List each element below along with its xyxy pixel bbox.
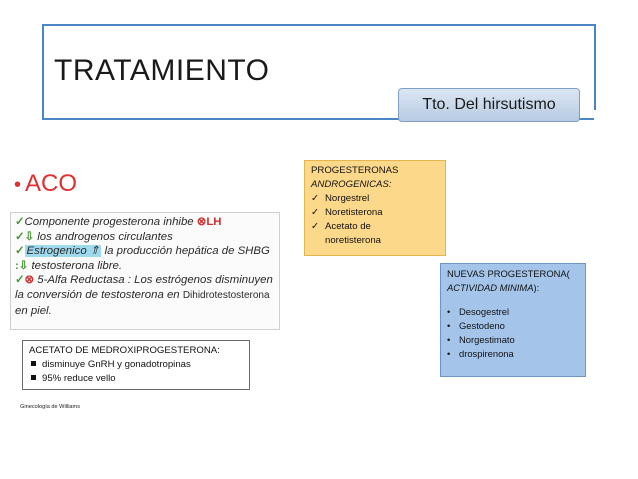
bullet-icon: • xyxy=(447,320,451,331)
acetato-box xyxy=(22,340,250,390)
androgenicas-heading: ANDROGENICAS: xyxy=(311,179,392,190)
progesterona-item: ✓ Norgestrel xyxy=(311,193,370,204)
mechanism-line-7: en piel. xyxy=(15,304,52,317)
subtitle-badge: Tto. Del hirsutismo xyxy=(398,88,580,122)
checkmark-icon: ✓ xyxy=(15,274,25,287)
mechanism-line-2: ✓⇩ los androgenos circulantes xyxy=(15,230,173,243)
mechanism-line-5: ✓⊗ 5-Alfa Reductasa : Los estrógenos disminuyen xyxy=(15,274,273,287)
source-citation: Ginecología de Williams xyxy=(20,404,81,410)
aco-label: ACO xyxy=(25,170,78,197)
acetato-item: disminuye GnRH y gonadotropinas xyxy=(29,358,243,372)
bullet-icon: • xyxy=(447,348,451,359)
bullet-icon: • xyxy=(447,306,451,317)
progesterona-item: ✓ Noretisterona xyxy=(311,207,383,218)
mechanism-line-4: :⇩ testosterona libre. xyxy=(15,259,123,272)
spacer xyxy=(447,295,579,305)
down-arrow-icon: :⇩ xyxy=(15,259,29,272)
aco-bullet-item xyxy=(14,170,77,198)
aco-bullet: • xyxy=(14,174,22,196)
square-bullet-icon xyxy=(31,361,36,366)
inhibit-icon: ⊗ xyxy=(24,274,35,287)
nuevas-progesteronas-box xyxy=(440,263,586,377)
checkmark-icon: ✓ xyxy=(311,207,320,218)
progesterona-item-continuation: noretisterona xyxy=(325,235,381,246)
estrogenico-highlight: Estrogenico ⇑ xyxy=(26,245,100,258)
nuevas-item: • Gestodeno xyxy=(447,320,505,331)
mechanism-image-box xyxy=(10,212,280,330)
inhibit-icon: ⊗ xyxy=(196,216,207,228)
acetato-heading: ACETATO DE MEDROXIPROGESTERONA: xyxy=(29,345,220,356)
lh-label: LH xyxy=(206,216,222,228)
checkmark-icon: ✓ xyxy=(311,193,320,204)
bullet-icon: • xyxy=(447,334,451,345)
nuevas-item: • Norgestimato xyxy=(447,334,515,345)
progesteronas-heading: PROGESTERONAS xyxy=(311,165,399,176)
nuevas-heading: NUEVAS PROGESTERONA( xyxy=(447,268,570,279)
nuevas-item: • drospirenona xyxy=(447,348,514,359)
slide-title: TRATAMIENTO xyxy=(54,54,270,87)
checkmark-icon: ✓ xyxy=(15,245,25,258)
nuevas-item: • Desogestrel xyxy=(447,306,510,317)
mechanism-line-3: ✓ Estrogenico ⇑ la producción hepática de SHBG xyxy=(15,245,270,258)
checkmark-icon: ✓ xyxy=(311,221,320,232)
checkmark-icon: ✓ xyxy=(15,230,25,243)
progesteronas-androgenicas-box xyxy=(304,160,446,256)
mechanism-line-6: la conversión de testosterona en Dihidrotestosterona xyxy=(15,288,270,301)
progesterona-item: ✓ Acetato de xyxy=(311,221,371,232)
checkmark-icon: ✓ xyxy=(15,216,25,228)
mechanism-line-1: ✓Componente progesterona inhibe ⊗LH xyxy=(15,216,222,228)
square-bullet-icon xyxy=(31,375,36,380)
down-arrow-icon: ⇩ xyxy=(24,230,35,243)
acetato-item: 95% reduce vello xyxy=(29,372,243,386)
nuevas-subheading: ACTIVIDAD MINIMA): xyxy=(447,282,540,293)
